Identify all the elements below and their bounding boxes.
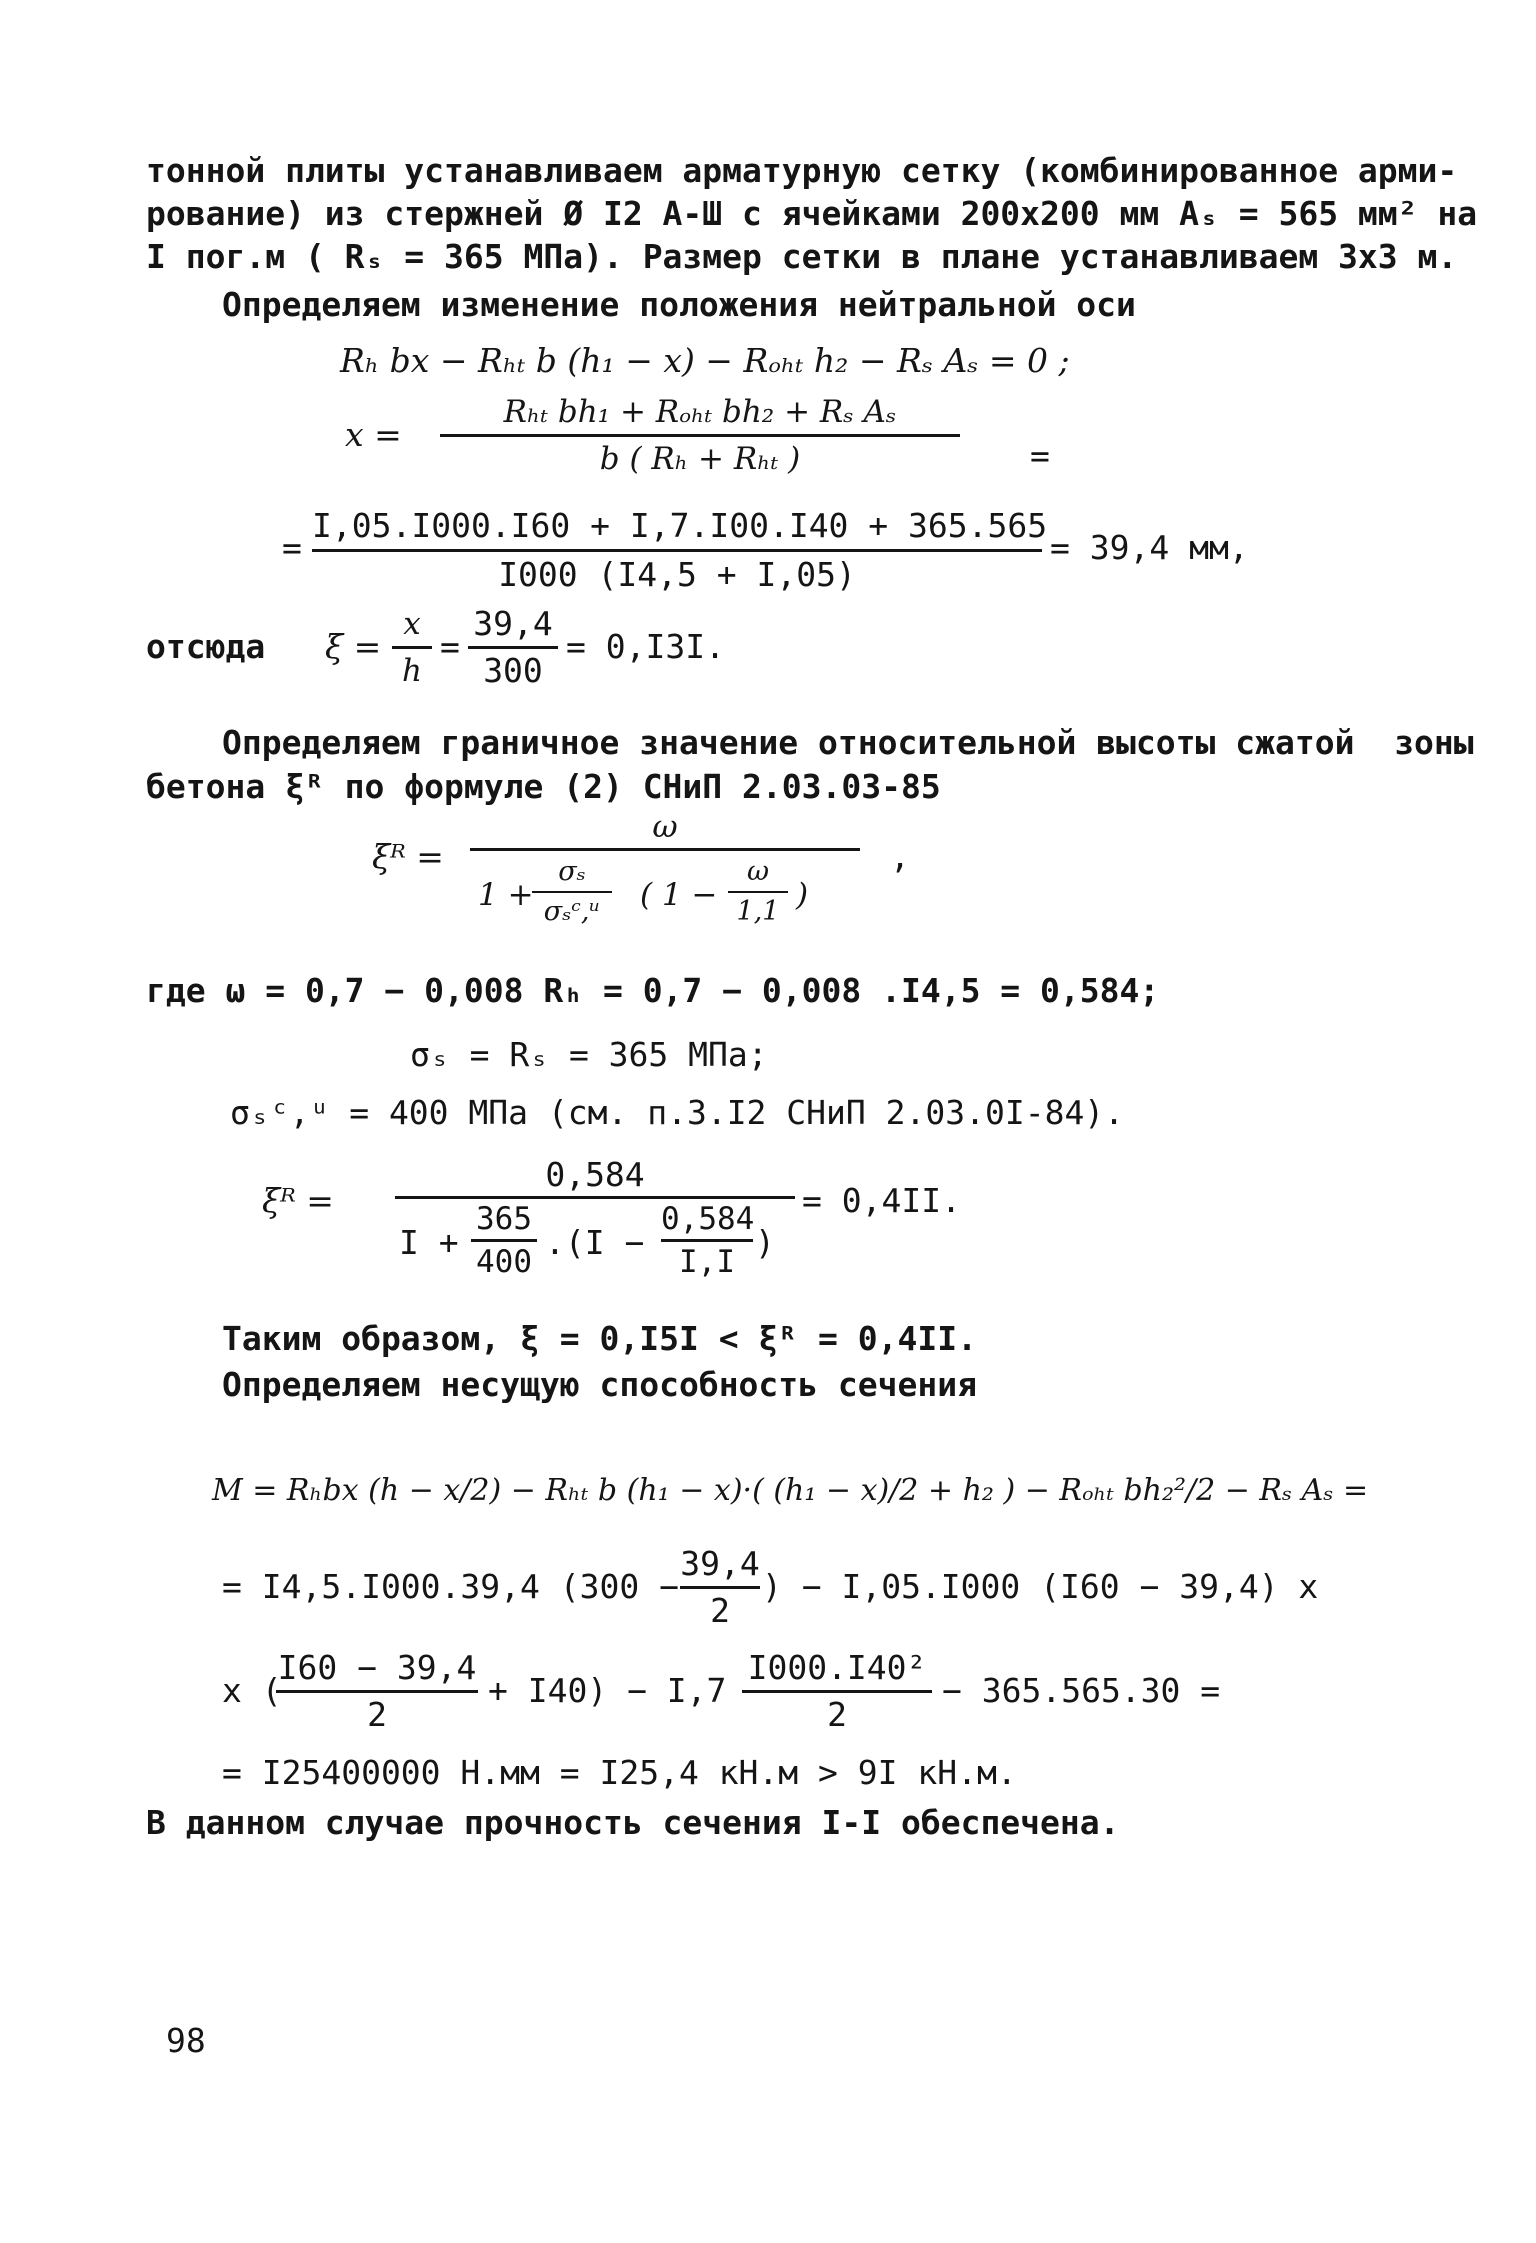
fraction-numerator: 0,584 xyxy=(545,1155,645,1194)
xi-fraction-numeric xyxy=(468,604,558,691)
x-formula-fraction xyxy=(440,392,960,479)
fraction-denominator: I000 (I4,5 + I,05) xyxy=(498,555,856,594)
fraction-denominator: h xyxy=(402,653,422,689)
hence-label: отсюда xyxy=(146,627,266,666)
ratio-0584-11: 0,584 I,I xyxy=(661,1201,755,1280)
fraction-bar xyxy=(395,1196,795,1199)
xi-fraction-symbolic xyxy=(392,604,432,691)
fraction-bar xyxy=(440,434,960,437)
ratio-365-400: 365 400 xyxy=(471,1201,537,1280)
fraction-denominator: 300 xyxy=(483,651,543,690)
x-result: = 39,4 мм, xyxy=(1050,528,1249,567)
xi-lhs: ξ = xyxy=(325,627,382,666)
text-line: I пог.м ( Rₛ = 365 МПа). Размер сетки в плане устанавливаем 3х3 м. xyxy=(146,237,1458,276)
text-line: бетона ξᴿ по формуле (2) СНиП 2.03.03-85 xyxy=(146,767,941,806)
comma: , xyxy=(890,837,910,876)
fraction-numerator: 39,4 xyxy=(473,604,553,643)
moment-result: = I25400000 Н.мм = I25,4 кН.м > 9I кН.м. xyxy=(222,1753,1017,1792)
text-line: Определяем граничное значение относительной высоты сжатой зоны xyxy=(222,723,1474,762)
fraction-denominator: 1 + σₛ σₛᶜ,ᵘ ( 1 − ω 1,1 ) xyxy=(478,856,809,927)
fraction-denominator: I + 365 400 .(I − 0,584 I,I ) xyxy=(399,1201,775,1280)
fraction-bar xyxy=(470,848,860,851)
fraction-bar xyxy=(392,646,432,649)
fraction-numerator: ω xyxy=(652,809,678,845)
equilibrium-equation: Rₕ bx − Rₕₜ b (h₁ − x) − Rₒₕₜ h₂ − Rₛ Aₛ = 0 ; xyxy=(340,341,1070,380)
page-number: 98 xyxy=(166,2021,206,2060)
omega-definition: где ω = 0,7 − 0,008 Rₕ = 0,7 − 0,008 .I4,5 = 0,584; xyxy=(146,971,1160,1010)
sigma-ratio-fraction: σₛ σₛᶜ,ᵘ xyxy=(532,855,612,929)
fraction-160-minus-39-4-over-2: I60 − 39,4 2 xyxy=(277,1648,477,1734)
moment-formula: M = Rₕbx (h − x/2) − Rₕₜ b (h₁ − x)·( (h₁ − x)/2 + h₂ ) − Rₒₕₜ bh₂²/2 − Rₛ Aₛ = xyxy=(212,1473,1369,1508)
xi-r-calc-fraction xyxy=(395,1156,795,1291)
equation-lhs: x = xyxy=(345,415,402,454)
xi-r-calc-lhs: ξᴿ = xyxy=(262,1181,334,1220)
xi-r-formula-fraction xyxy=(470,808,860,943)
text-line: рование) из стержней Ø I2 А-Ш с ячейками 200х200 мм Aₛ = 565 мм² на xyxy=(146,194,1478,233)
sigma-s-definition: σₛ = Rₛ = 365 МПа; xyxy=(410,1035,768,1074)
section-heading: Определяем несущую способность сечения xyxy=(222,1365,977,1404)
fraction-numerator: Rₕₜ bh₁ + Rₒₕₜ bh₂ + Rₛ Aₛ xyxy=(503,394,897,430)
equals-sign: = xyxy=(1030,436,1050,475)
fraction-bar xyxy=(468,646,558,649)
equals-sign: = xyxy=(440,627,460,666)
moment-calc-line: ) − I,05.I000 (I60 − 39,4) x xyxy=(762,1567,1319,1606)
fraction-numerator: x xyxy=(403,606,421,642)
fraction-bar xyxy=(312,549,1042,552)
xi-r-lhs: ξᴿ = xyxy=(372,837,444,876)
fraction-numerator: I,05.I000.I60 + I,7.I00.I40 + 365.565 xyxy=(312,506,1048,545)
section-heading: Определяем изменение положения нейтральной оси xyxy=(222,285,1136,324)
x-numeric-fraction xyxy=(312,505,1048,596)
conclusion-line: В данном случае прочность сечения I-I обеспечена. xyxy=(146,1803,1120,1842)
moment-calc-line: + I40) − I,7 xyxy=(488,1671,727,1710)
xi-result: = 0,I3I. xyxy=(566,627,725,666)
text-line: тонной плиты устанавливаем арматурную сетку (комбинированное арми- xyxy=(146,151,1458,190)
comparison-line: Таким образом, ξ = 0,I5I < ξᴿ = 0,4II. xyxy=(222,1319,977,1358)
equals-sign: = xyxy=(282,528,302,567)
sigma-scu-definition: σₛᶜ,ᵘ = 400 МПа (см. п.3.I2 СНиП 2.03.0I-84). xyxy=(230,1093,1125,1132)
xi-r-result: = 0,4II. xyxy=(802,1181,961,1220)
fraction-1000-140sq-over-2: I000.I40² 2 xyxy=(742,1648,932,1735)
omega-ratio-fraction: ω 1,1 xyxy=(728,855,788,929)
moment-calc-line: x ( xyxy=(222,1671,282,1710)
fraction-denominator: b ( Rₕ + Rₕₜ ) xyxy=(599,441,801,477)
fraction-39-4-over-2: 39,4 2 xyxy=(680,1544,760,1630)
moment-calc-line: = I4,5.I000.39,4 (300 − xyxy=(222,1567,679,1606)
moment-calc-line: − 365.565.30 = xyxy=(942,1671,1221,1710)
